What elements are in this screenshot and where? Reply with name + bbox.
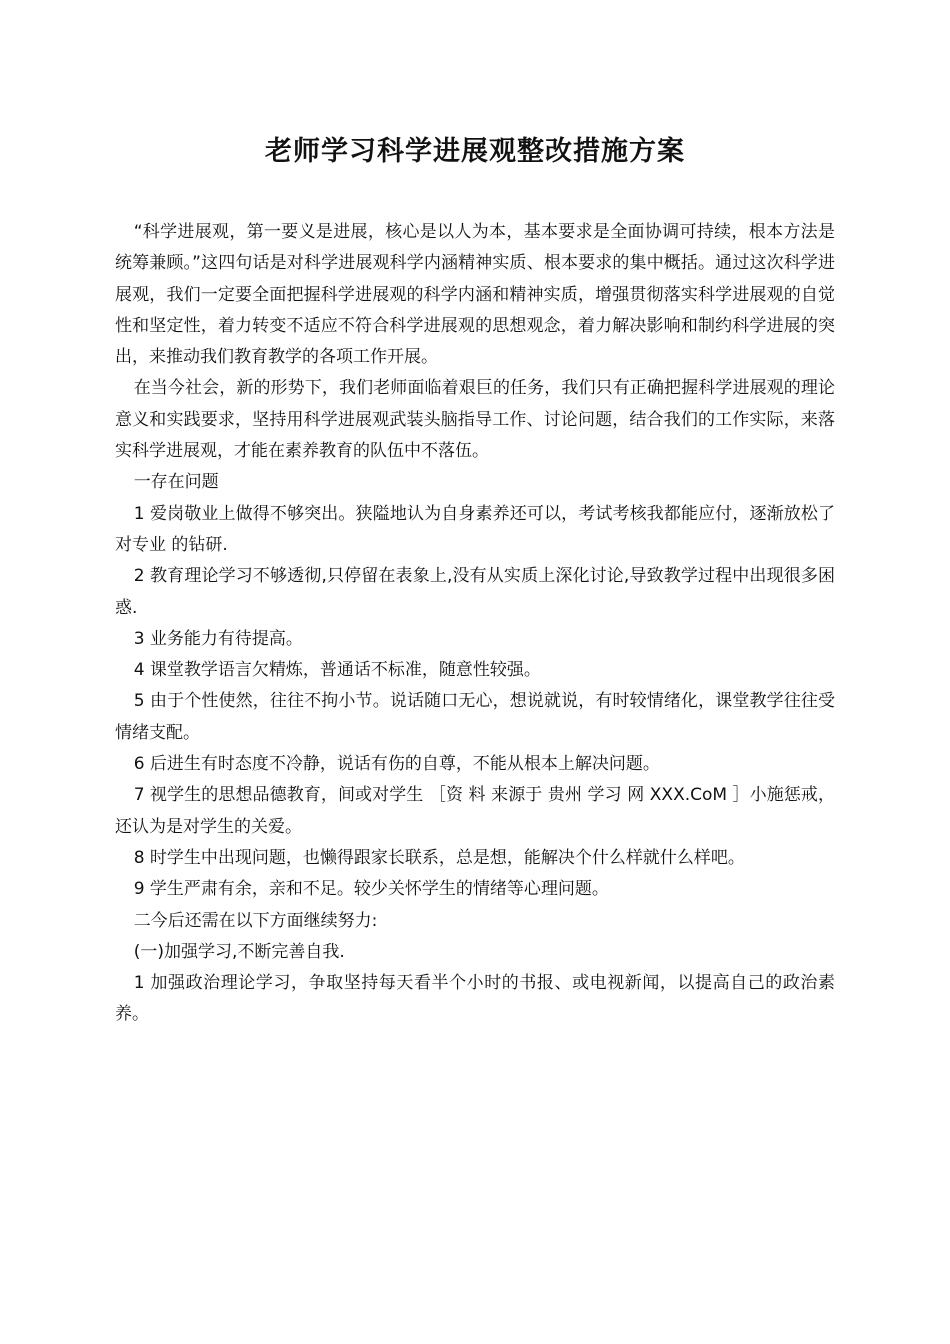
section-heading-problems: 一存在问题 [133, 472, 219, 493]
document-body [115, 217, 835, 1031]
problem-item-9: 9 学生严肃有余，亲和不足。较少关怀学生的情绪等心理问题。 [133, 879, 609, 900]
problem-item-5: 5 由于个性使然，往往不拘小节。说话随口无心，想说就说，有时较情绪化，课堂教学往往受情绪支配。 [115, 691, 835, 743]
document-title: 老师学习科学进展观整改措施方案 [265, 136, 685, 167]
paragraph-intro: “科学进展观，第一要义是进展，核心是以人为本，基本要求是全面协调可持续，根本方法是统筹兼顾。”这四句话是对科学进展观科学内涵精神实质、根本要求的集中概括。通过这次科学进展观，我们一定要全面把握科学进展观的科学内涵和精神实质，增强贯彻落实科学进展观的自觉性和坚定性，着力转变不适应不符合科学进展观的思想观念，着力解决影响和制约科学进展的突出，来推动我们教育教学的各项工作开展。 [115, 222, 835, 368]
paragraph-context: 在当今社会，新的形势下，我们老师面临着艰巨的任务，我们只有正确把握科学进展观的理论意义和实践要求，坚持用科学进展观武装头脑指导工作、讨论问题，结合我们的工作实际，来落实科学进展观，才能在素养教育的队伍中不落伍。 [115, 378, 835, 462]
section-heading-efforts: 二今后还需在以下方面继续努力: [133, 910, 378, 931]
subsection-heading-study: (一)加强学习,不断完善自我. [133, 941, 345, 962]
problem-item-3: 3 业务能力有待提高。 [133, 628, 303, 649]
problem-item-8: 8 时学生中出现问题，也懒得跟家长联系，总是想，能解决个什么样就什么样吧。 [133, 847, 745, 868]
effort-item-1: 1 加强政治理论学习，争取坚持每天看半个小时的书报、或电视新闻，以提高自己的政治素养。 [115, 973, 835, 1025]
problem-item-4: 4 课堂教学语言欠精炼，普通话不标准，随意性较强。 [133, 660, 541, 681]
problem-item-6: 6 后进生有时态度不冷静，说话有伤的自尊，不能从根本上解决问题。 [133, 754, 660, 775]
problem-item-1: 1 爱岗敬业上做得不够突出。狭隘地认为自身素养还可以，考试考核我都能应付，逐渐放松了对专业 的钻研. [115, 503, 835, 555]
problem-item-2: 2 教育理论学习不够透彻,只停留在表象上,没有从实质上深化讨论,导致教学过程中出现很多困惑. [115, 566, 835, 618]
document-page [115, 132, 835, 1031]
problem-item-7: 7 视学生的思想品德教育，间或对学生 ［资 料 来源于 贵州 学习 网 XXX.CoM ］小施惩戒，还认为是对学生的关爱。 [115, 785, 835, 837]
